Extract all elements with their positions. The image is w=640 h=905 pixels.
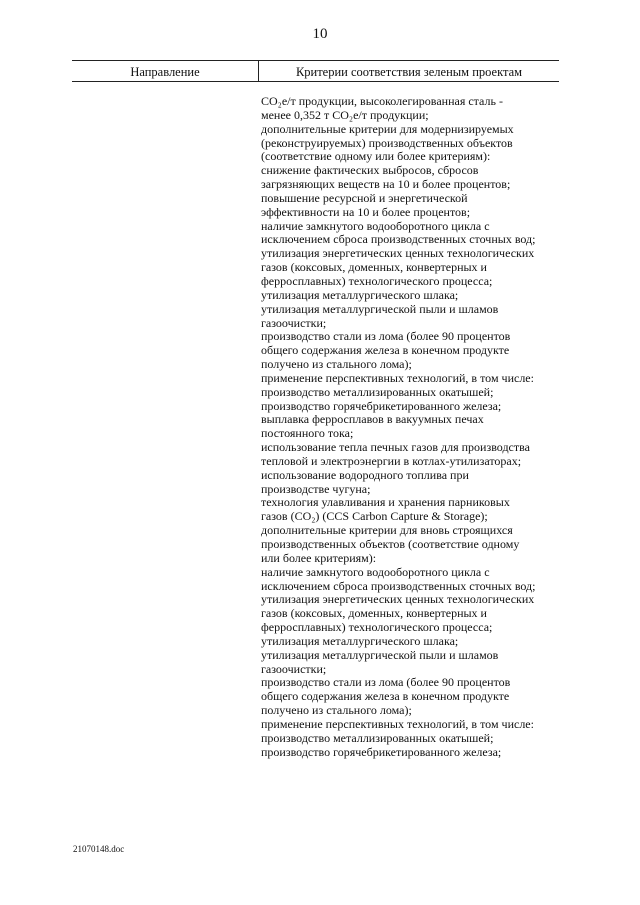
criteria-line: дополнительные критерии для модернизируемых bbox=[261, 121, 514, 136]
criteria-line: производство металлизированных окатышей; bbox=[261, 730, 494, 745]
criteria-line: производство горячебрикетированного железа; bbox=[261, 744, 502, 759]
footer-file-name: 21070148.doc bbox=[73, 844, 125, 854]
criteria-line: CO₂e/т продукции, высоколегированная сталь - bbox=[261, 94, 503, 108]
criteria-line: утилизация энергетических ценных технологических bbox=[261, 592, 535, 607]
criteria-line: утилизация металлургической пыли и шламов bbox=[261, 647, 499, 662]
column-header-direction: Направление bbox=[130, 65, 200, 79]
criteria-line: использование тепла печных газов для производства bbox=[261, 440, 530, 455]
criteria-line: газоочистки; bbox=[261, 661, 327, 676]
criteria-line: ферросплавных) технологического процесса; bbox=[261, 273, 493, 288]
criteria-line: газов (коксовых, доменных, конвертерных и bbox=[261, 260, 487, 275]
criteria-line: общего содержания железа в конечном продукте bbox=[261, 343, 510, 358]
criteria-line: менее 0,352 т CO₂e/т продукции; bbox=[261, 107, 429, 122]
criteria-line: утилизация металлургического шлака; bbox=[261, 633, 459, 648]
criteria-line: производство стали из лома (более 90 процентов bbox=[261, 675, 511, 690]
criteria-line: постоянного тока; bbox=[261, 426, 354, 441]
criteria-line: тепловой и электроэнергии в котлах-утилизаторах; bbox=[261, 453, 522, 468]
criteria-line: исключением сброса производственных сточных вод; bbox=[261, 578, 536, 593]
criteria-line: выплавка ферросплавов в вакуумных печах bbox=[261, 412, 484, 427]
criteria-line: наличие замкнутого водооборотного цикла с bbox=[261, 218, 490, 233]
criteria-line: снижение фактических выбросов, сбросов bbox=[261, 163, 479, 178]
criteria-line: дополнительные критерии для вновь строящихся bbox=[261, 523, 513, 538]
criteria-line: газоочистки; bbox=[261, 315, 327, 330]
criteria-line: газов (коксовых, доменных, конвертерных и bbox=[261, 606, 487, 621]
criteria-line: или более критериям): bbox=[261, 550, 377, 565]
criteria-line: (реконструируемых) производственных объектов bbox=[261, 135, 513, 150]
criteria-line: производственных объектов (соответствие одному bbox=[261, 537, 520, 551]
column-header-criteria: Критерии соответствия зеленым проектам bbox=[295, 65, 523, 79]
criteria-text bbox=[261, 95, 566, 760]
criteria-line: применение перспективных технологий, в том числе: bbox=[261, 716, 534, 731]
criteria-line: использование водородного топлива при bbox=[261, 467, 469, 482]
criteria-line: технология улавливания и хранения парниковых bbox=[261, 495, 510, 510]
criteria-line: производство металлизированных окатышей; bbox=[261, 384, 494, 399]
criteria-line: производство стали из лома (более 90 процентов bbox=[261, 329, 511, 344]
criteria-line: наличие замкнутого водооборотного цикла с bbox=[261, 564, 490, 579]
criteria-line: исключением сброса производственных сточных вод; bbox=[261, 232, 536, 247]
page-number: 10 bbox=[312, 26, 328, 42]
criteria-line: общего содержания железа в конечном продукте bbox=[261, 689, 510, 704]
criteria-line: загрязняющих веществ на 10 и более процентов; bbox=[261, 177, 511, 192]
criteria-line: получено из стального лома); bbox=[261, 703, 412, 718]
criteria-line: утилизация металлургической пыли и шламов bbox=[261, 301, 499, 316]
criteria-line: газов (CO₂) (CCS Carbon Capture & Storage); bbox=[261, 509, 488, 524]
criteria-line: (соответствие одному или более критериям): bbox=[261, 149, 491, 164]
criteria-line: эффективности на 10 и более процентов; bbox=[261, 204, 471, 219]
criteria-line: применение перспективных технологий, в том числе: bbox=[261, 370, 534, 385]
criteria-line: производстве чугуна; bbox=[261, 481, 371, 496]
criteria-line: ферросплавных) технологического процесса; bbox=[261, 620, 493, 635]
criteria-line: утилизация металлургического шлака; bbox=[261, 287, 459, 302]
criteria-line: производство горячебрикетированного железа; bbox=[261, 398, 502, 413]
criteria-line: повышение ресурсной и энергетической bbox=[261, 190, 468, 205]
table-header bbox=[72, 60, 559, 82]
criteria-line: получено из стального лома); bbox=[261, 357, 412, 372]
criteria-line: утилизация энергетических ценных технологических bbox=[261, 246, 535, 261]
